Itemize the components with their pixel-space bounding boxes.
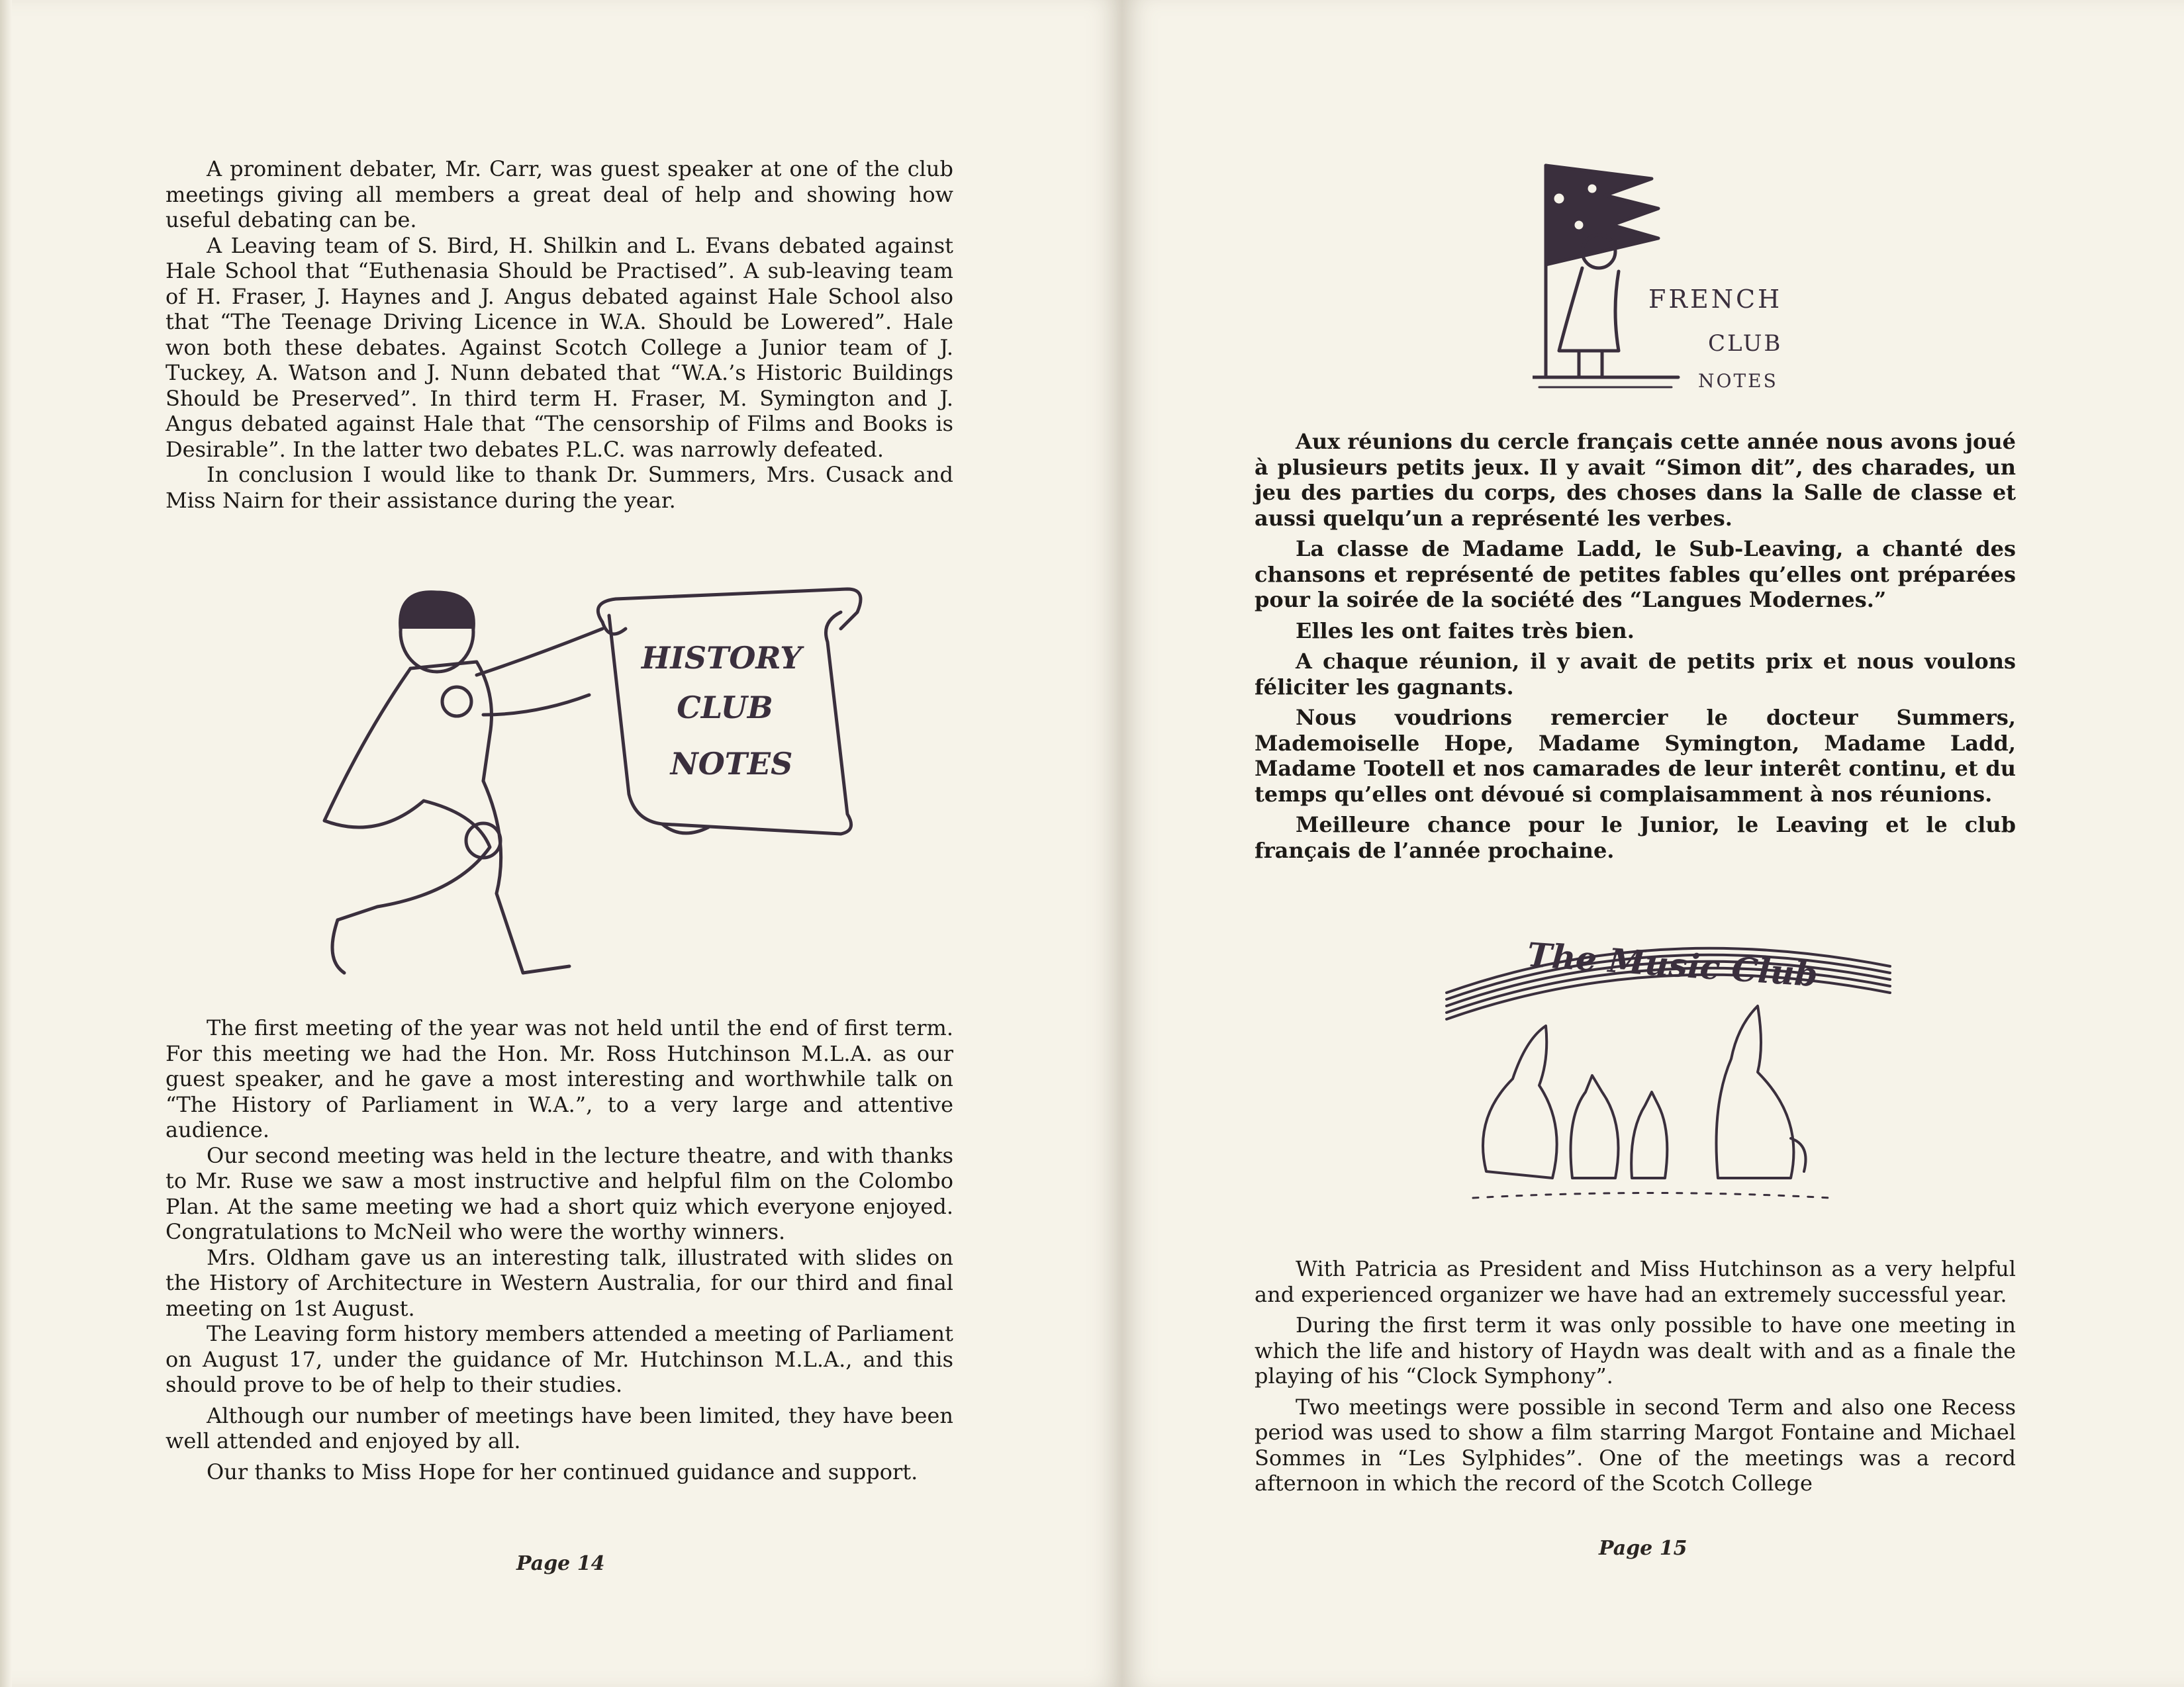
debating-paragraph: A prominent debater, Mr. Carr, was guest speaker at one of the club meetings giving all members a great deal of help and showing how useful debating can be. — [166, 156, 953, 232]
french-heading-line: FRENCH — [1648, 285, 1783, 314]
history-club-illustration — [258, 563, 894, 999]
page-edge-shadow — [0, 0, 12, 1687]
french-paragraph: La classe de Madame Ladd, le Sub-Leaving, a chanté des chansons et représenté de petites fables qu’elles ont préparées pour la soirée de la société des “Langues Modernes.” — [1255, 536, 2016, 612]
french-section — [1255, 429, 2016, 863]
music-paragraph: With Patricia as President and Miss Hutchinson as a very helpful and experienced organizer we have had an extremely successful year. — [1255, 1256, 2016, 1307]
french-paragraph: Nous voudrions remercier le docteur Summers, Mademoiselle Hope, Madame Symington, Madame Ladd, Madame Tootell et nos camarades de leur interêt continu, et du temps qu’elles ont dévoué si complaisamment à nos réunions. — [1255, 705, 2016, 807]
music-banner-title: The Music Club — [1525, 935, 1819, 995]
history-paragraph: Our second meeting was held in the lecture theatre, and with thanks to Mr. Ruse we saw a most instructive and helpful film on the Colombo Plan. At the same meeting we had a short quiz which everyone enjoyed. Congratulations to McNeil who were the worthy winners. — [166, 1142, 953, 1244]
debating-paragraph: A Leaving team of S. Bird, H. Shilkin and L. Evans debated against Hale School that “Euthenasia Should be Practised”. A sub-leaving team of H. Fraser, J. Haynes and J. Angus debated against Hale School also that “The Teenage Driving Licence in W.A. Should be Lowered”. Hale won both these debates. Against Scotch College a Junior team of J. Tuckey, A. Watson and J. Nunn debated that “W.A.’s Historic Buildings Should be Preserved”. In third term H. Fraser, M. Symington and J. Angus debated against Hale that “The censorship of Films and Books is Desirable”. In the latter two debates P.L.C. was narrowly defeated. — [166, 232, 953, 462]
french-heading-line: NOTES — [1698, 370, 1778, 392]
history-banner-line: NOTES — [670, 746, 793, 782]
history-paragraph: Our thanks to Miss Hope for her continued guidance and support. — [207, 1459, 918, 1484]
music-paragraph: Two meetings were possible in second Term and also one Recess period was used to show a film starring Margot Fontaine and Michael Sommes in “Les Sylphides”. One of the meetings was a record afternoon in which the record of the Scotch College — [1255, 1394, 2016, 1496]
french-paragraph: A chaque réunion, il y avait de petits prix et nous voulons féliciter les gagnants. — [1255, 649, 2016, 700]
french-paragraph: Elles les ont faites très bien. — [1296, 617, 1635, 643]
french-heading-line: CLUB — [1708, 330, 1783, 357]
french-paragraph: Meilleure chance pour le Junior, le Leaving et le club français de l’année prochaine. — [1255, 812, 2016, 863]
music-club-illustration — [1433, 907, 1963, 1238]
history-paragraph: The first meeting of the year was not held until the end of first term. For this meeting we had the Hon. Mr. Ross Hutchinson M.L.A. as our guest speaker, and he gave a most interesting and worthwhile talk on “The History of Parliament in W.A.”, to a very large and attentive audience. — [166, 1015, 953, 1142]
history-banner-line: CLUB — [677, 690, 773, 725]
history-paragraph: Although our number of meetings have been limited, they have been well attended and enjoyed by all. — [166, 1402, 953, 1453]
right-page — [1122, 0, 2184, 1687]
history-paragraph: Mrs. Oldham gave us an interesting talk, illustrated with slides on the History of Architecture in Western Australia, for our third and final meeting on 1st August. — [166, 1244, 953, 1321]
music-section — [1255, 1256, 2016, 1496]
debating-paragraph: In conclusion I would like to thank Dr. Summers, Mrs. Cusack and Miss Nairn for their assistance during the year. — [166, 462, 953, 513]
history-section — [166, 1015, 953, 1484]
music-paragraph: During the first term it was only possible to have one meeting in which the life and history of Haydn was dealt with and as a finale the playing of his “Clock Symphony”. — [1255, 1312, 2016, 1389]
history-paragraph: The Leaving form history members attended a meeting of Parliament on August 17, under the guidance of Mr. Hutchinson M.L.A., and this should prove to be of help to their studies. — [166, 1321, 953, 1397]
french-club-illustration — [1533, 152, 1837, 410]
page-number: Page 15 — [1599, 1537, 1687, 1560]
page-number: Page 14 — [516, 1552, 605, 1575]
history-banner-line: HISTORY — [641, 640, 802, 676]
french-paragraph: Aux réunions du cercle français cette année nous avons joué à plusieurs petits jeux. Il y avait “Simon dit”, des charades, un jeu des parties du corps, des choses dans la Salle de classe et aussi quelqu’un a représenté les verbes. — [1255, 429, 2016, 531]
debating-section — [166, 156, 953, 513]
